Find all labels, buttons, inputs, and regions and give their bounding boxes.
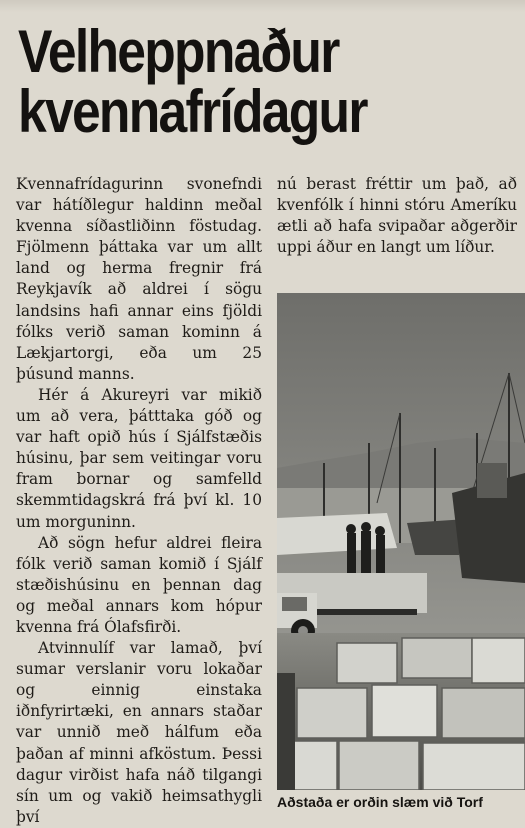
paragraph: Atvinnulíf var lamað, því sumar verslanir voru lokaðar og einnig einstaka iðnfyrirtæki, en annars staðar var unnið með hálfum eða þaðan af minni afköstum. Þessi dagur virðist hafa náð tilgangi sín um og vakið heimsathygli því xyxy=(16,639,262,826)
headline-line-1: Velheppnaður xyxy=(18,18,339,85)
previous-article-strip xyxy=(0,0,525,12)
paragraph: Að sögn hefur aldrei fleira fólk verið saman komið í Sjálf stæðishúsinu en þennan dag og meðal annars kom hópur kvenna frá Ólafsfirði. xyxy=(16,533,262,636)
article-column-left xyxy=(16,174,262,828)
paragraph: nú berast fréttir um það, að kvenfólk í hinni stóru Ameríku ætli að hafa svipaðar aðgerðir uppi áður en langt um líður. xyxy=(277,175,517,257)
headline xyxy=(18,18,422,145)
headline-line-2: kvennafrídagur xyxy=(18,78,367,145)
photo-caption: Aðstaða er orðin slæm við Torf xyxy=(277,794,483,810)
paragraph: Hér á Akureyri var mikið um að vera, þátttaka góð og var haft opið hús í Sjálfstæðis húsinu, þar sem veitingar voru fram bornar og samfelld skemmtidagskrá frá því kl. 10 um morguninn. xyxy=(16,385,262,531)
harbor-photo xyxy=(277,293,525,790)
paragraph: Kvennafrídagurinn svonefndi var hátíðlegur haldinn meðal kvenna síðastliðinn föstudag. Fjölmenn þáttaka var um allt land og herma fregnir frá Reykjavík að aldrei í sögu landsins hafi annar eins fjöldi fólks verið saman kominn á Lækjartorgi, eða um 25 þúsund manns. xyxy=(16,175,262,383)
article-column-right xyxy=(277,174,517,258)
